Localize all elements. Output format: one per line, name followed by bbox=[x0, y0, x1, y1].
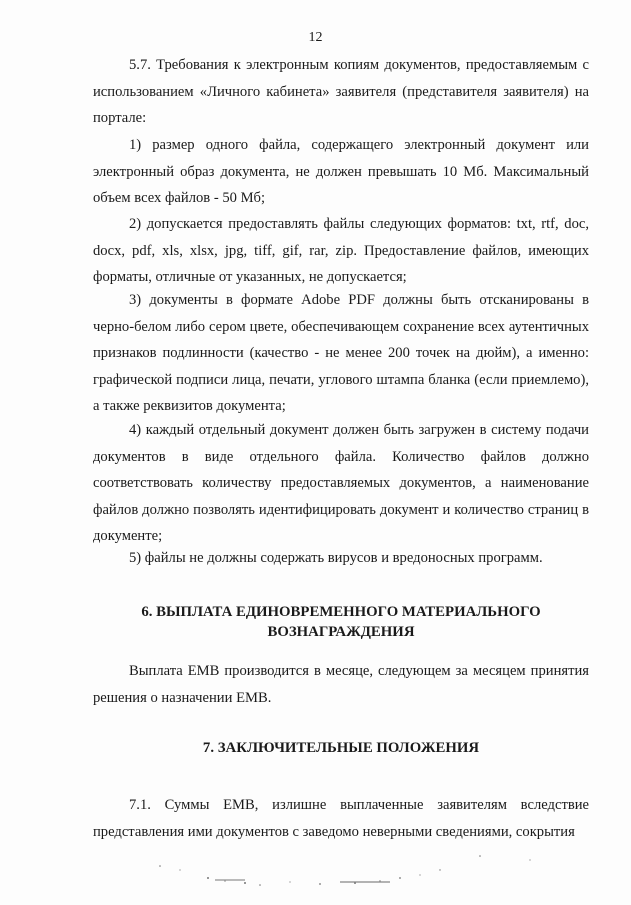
section-7-heading-line: 7. ЗАКЛЮЧИТЕЛЬНЫЕ ПОЛОЖЕНИЯ bbox=[202, 740, 480, 756]
paragraph-item-5: 5) файлы не должны содержать вирусов и вредоносных программ. bbox=[129, 550, 543, 566]
paragraph-5-7: 5.7. Требования к электронным копиям документов, предоставляемым с использованием «Личного кабинета» заявителя (представителя заявителя) на портале: bbox=[93, 57, 589, 127]
paragraph-item-4: 4) каждый отдельный документ должен быть загружен в систему подачи документов в виде отдельного файла. Количество файлов должно соответствовать количеству предоставляемых документов, а наименование файлов должно позволять идентифицировать документ и количество страниц в документе; bbox=[93, 422, 589, 545]
paragraph-item-3: 3) документы в формате Adobe PDF должны быть отсканированы в черно-белом либо сером цвете, обеспечивающем сохранение всех аутентичных признаков подлинности (качество - не менее 200 точек на дюйм), а именно: графической подписи лица, печати, углового штампа бланка (если приемлемо), а также реквизитов документа; bbox=[93, 292, 589, 415]
scan-noise bbox=[150, 848, 570, 898]
section-6-heading-line2: ВОЗНАГРАЖДЕНИЯ bbox=[267, 624, 415, 640]
section-6-text: Выплата ЕМВ производится в месяце, следующем за месяцем принятия решения о назначении ЕМВ. bbox=[93, 663, 589, 706]
section-6-heading-line1: 6. ВЫПЛАТА ЕДИНОВРЕМЕННОГО МАТЕРИАЛЬНОГО bbox=[141, 604, 541, 620]
paragraph-item-1: 1) размер одного файла, содержащего электронный документ или электронный образ документа, не должен превышать 10 Мб. Максимальный объем всех файлов - 50 Мб; bbox=[93, 137, 589, 207]
section-7-heading bbox=[93, 738, 589, 758]
section-7-text: 7.1. Суммы ЕМВ, излишне выплаченные заявителям вследствие представления ими документов с заведомо неверными сведениями, сокрытия bbox=[93, 797, 589, 840]
paragraph-item-2: 2) допускается предоставлять файлы следующих форматов: txt, rtf, doc, docx, pdf, xls, xlsx, jpg, tiff, gif, rar, zip. Предоставление файлов, имеющих форматы, отличные от указанных, не допускается; bbox=[93, 216, 589, 286]
page-number: 12 bbox=[308, 30, 323, 45]
section-6-heading bbox=[93, 602, 589, 642]
